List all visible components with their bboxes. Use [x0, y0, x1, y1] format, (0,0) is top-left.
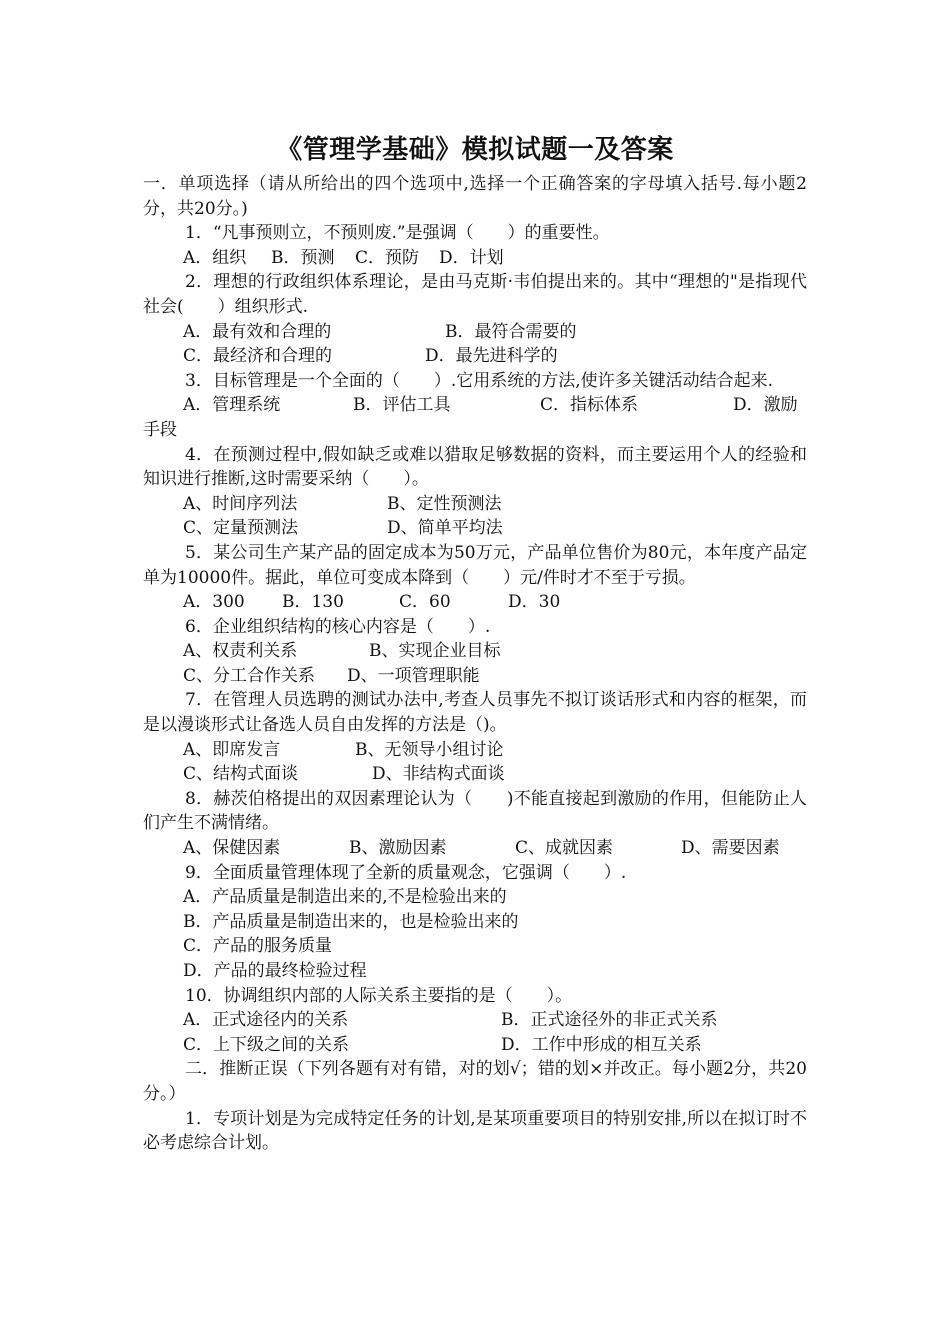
question-1-options [143, 246, 807, 271]
question-9: 9．全面质量管理体现了全新的质量观念，它强调（ ）. [185, 862, 627, 883]
q5-option-d: D．30 [508, 592, 561, 613]
q1-option-a: A．组织 [183, 247, 247, 268]
q5-option-a: A．300 [183, 592, 245, 613]
q3-option-c: C．指标体系 [540, 395, 639, 416]
document-title: 《管理学基础》模拟试题一及答案 [276, 135, 674, 165]
question-7: 7．在管理人员选聘的测试办法中,考查人员事先不拟订谈话形式和内容的框架，而是以漫谈形式让备选人员自由发挥的方法是（)。 [143, 690, 807, 736]
q6-option-a: A、权责利关系 [183, 641, 298, 662]
q9-option-d: D．产品的最终检验过程 [183, 961, 367, 981]
question-4-options-row2 [143, 516, 807, 541]
question-7-options-row2 [143, 762, 807, 787]
q4-option-c: C、定量预测法 [183, 518, 299, 539]
question-3: 3．目标管理是一个全面的（ ）.它用系统的方法,使许多关键活动结合起来. [185, 370, 774, 391]
question-2: 2．理想的行政组织体系理论，是由马克斯·韦伯提出来的。其中“理想的"是指现代社会( ）组织形式. [143, 272, 807, 317]
q2-option-b: B．最符合需要的 [445, 321, 577, 342]
question-2-options-row1 [143, 320, 807, 345]
q7-option-c: C、结构式面谈 [183, 764, 299, 785]
q7-option-d: D、非结构式面谈 [372, 764, 505, 785]
q8-option-b: B、激励因素 [349, 838, 447, 859]
question-6-options-row2 [143, 664, 807, 689]
question-5-options [143, 590, 807, 615]
question-5: 5．某公司生产某产品的固定成本为50万元，产品单位售价为80元，本年度产品定单为10000件。据此，单位可变成本降到（ ）元/件时才不至于亏损。 [143, 542, 807, 588]
q9-option-b: B．产品质量是制造出来的，也是检验出来的 [183, 911, 519, 932]
section2-question-1: 1．专项计划是为完成特定任务的计划,是某项重要项目的特别安排,所以在拟订时不必考虑综合计划。 [143, 1108, 807, 1154]
section2-heading: 二．推断正误（下列各题有对有错，对的划√；错的划×并改正。每小题2分，共20分。） [143, 1059, 807, 1104]
question-10-options-row2 [143, 1033, 807, 1058]
q3-option-d: D．激励 [733, 395, 798, 416]
q1-option-d: D．计划 [439, 247, 504, 268]
section1-heading: 一．单项选择（请从所给出的四个选项中,选择一个正确答案的字母填入括号.每小题2分，共20分。) [143, 174, 807, 219]
question-2-options-row2 [143, 344, 807, 369]
q10-option-a: A．正式途径内的关系 [183, 1010, 349, 1031]
q2-option-a: A．最有效和合理的 [183, 321, 332, 342]
q6-option-b: B、实现企业目标 [369, 641, 501, 662]
question-7-options-row1 [143, 738, 807, 763]
q8-option-c: C、成就因素 [515, 838, 614, 859]
q4-option-b: B、定性预测法 [387, 493, 502, 514]
question-4-options-row1 [143, 492, 807, 517]
q4-option-d: D、简单平均法 [387, 518, 503, 539]
q7-option-a: A、即席发言 [183, 739, 281, 760]
question-1: 1．“凡事预则立，不预则废.”是强调（ ）的重要性。 [185, 223, 610, 244]
document-body [143, 172, 807, 1156]
q3-option-d-wrap: 手段 [143, 419, 177, 440]
question-10-options-row1 [143, 1008, 807, 1033]
q1-option-b: B．预测 [271, 247, 335, 268]
q5-option-c: C．60 [399, 592, 451, 613]
question-6-options-row1 [143, 639, 807, 664]
q2-option-c: C．最经济和合理的 [183, 346, 333, 367]
q7-option-b: B、无领导小组讨论 [355, 739, 504, 760]
q10-option-d: D．工作中形成的相互关系 [501, 1034, 702, 1055]
q6-option-c: C、分工合作关系 [183, 665, 316, 686]
q5-option-b: B．130 [282, 592, 344, 613]
question-8: 8．赫茨伯格提出的双因素理论认为（ )不能直接起到激励的作用，但能防止人们产生不满情绪。 [143, 788, 807, 834]
q2-option-d: D．最先进科学的 [425, 346, 558, 367]
q6-option-d: D、一项管理职能 [347, 665, 480, 686]
q10-option-b: B．正式途径外的非正式关系 [501, 1010, 718, 1031]
q1-option-c: C．预防 [355, 247, 420, 268]
q9-option-c: C．产品的服务质量 [183, 936, 333, 957]
question-4: 4．在预测过程中,假如缺乏或难以猎取足够数据的资料，而主要运用个人的经验和知识进行推断,这时需要采纳（ ）。 [143, 444, 807, 490]
q3-option-b: B．评估工具 [353, 395, 451, 416]
question-6: 6．企业组织结构的核心内容是（ ）. [185, 616, 491, 637]
q9-option-a: A．产品质量是制造出来的,不是检验出来的 [183, 887, 507, 908]
q10-option-c: C．上下级之间的关系 [183, 1034, 350, 1055]
question-8-options [143, 836, 807, 861]
question-10: 10．协调组织内部的人际关系主要指的是（ ）。 [185, 985, 573, 1006]
q8-option-d: D、需要因素 [681, 838, 780, 859]
q8-option-a: A、保健因素 [183, 838, 281, 859]
q4-option-a: A、时间序列法 [183, 493, 298, 514]
q3-option-a: A．管理系统 [183, 395, 281, 416]
question-3-options [143, 393, 807, 418]
